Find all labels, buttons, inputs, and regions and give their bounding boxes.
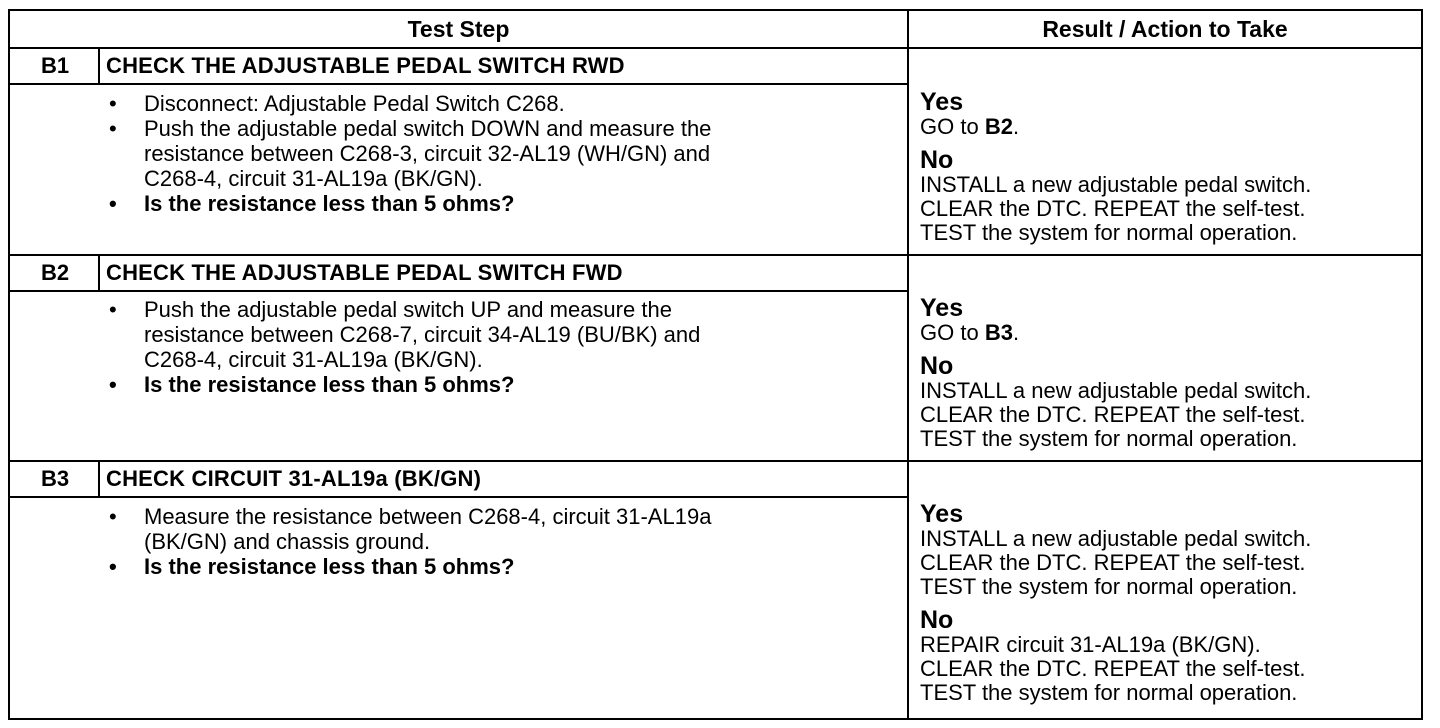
diagnostic-table-page	[8, 9, 1423, 720]
yes-action-text: GO to	[920, 320, 979, 345]
result-b3	[920, 501, 1420, 705]
yes-action-line: TEST the system for normal operation.	[920, 574, 1298, 599]
instruction-item: • Disconnect: Adjustable Pedal Switch C268.	[106, 91, 806, 116]
step-id-b3: B3	[40, 466, 70, 491]
step-title-divider	[10, 290, 907, 292]
instruction-question: • Is the resistance less than 5 ohms?	[106, 372, 806, 397]
result-b2	[920, 295, 1420, 451]
no-label: No	[920, 606, 954, 634]
step-id-b2: B2	[40, 260, 70, 285]
step-title-divider	[10, 496, 907, 498]
step-id-divider	[98, 462, 100, 496]
yes-action-suffix: .	[1012, 320, 1020, 345]
yes-label: Yes	[920, 500, 964, 528]
step-instructions-b2	[106, 297, 806, 397]
diagnostic-table	[8, 9, 1423, 720]
step-id-divider	[98, 49, 100, 83]
step-title-b3: CHECK CIRCUIT 31-AL19a (BK/GN)	[106, 466, 482, 491]
instruction-question: • Is the resistance less than 5 ohms?	[106, 191, 806, 216]
step-instructions-b1	[106, 91, 806, 216]
no-action-line: REPAIR circuit 31-AL19a (BK/GN).	[920, 632, 1261, 657]
no-action-line: CLEAR the DTC. REPEAT the self-test.	[920, 402, 1306, 427]
yes-target-step: B3	[984, 320, 1013, 345]
column-divider	[907, 11, 909, 718]
no-action-line: TEST the system for normal operation.	[920, 426, 1298, 451]
no-action-line: CLEAR the DTC. REPEAT the self-test.	[920, 196, 1306, 221]
yes-action-line: CLEAR the DTC. REPEAT the self-test.	[920, 550, 1306, 575]
yes-action-line: INSTALL a new adjustable pedal switch.	[920, 526, 1312, 551]
instruction-question: • Is the resistance less than 5 ohms?	[106, 554, 806, 579]
yes-label: Yes	[920, 88, 964, 116]
no-action-line: TEST the system for normal operation.	[920, 220, 1298, 245]
no-action-line: CLEAR the DTC. REPEAT the self-test.	[920, 656, 1306, 681]
instruction-item: • Measure the resistance between C268-4, circuit 31-AL19a (BK/GN) and chassis ground.	[106, 504, 806, 554]
instruction-item: • Push the adjustable pedal switch DOWN and measure the resistance between C268-3, circuit 32-AL19 (WH/GN) and C268-4, circuit 31-AL19a (BK/GN).	[106, 116, 806, 191]
yes-action	[920, 321, 1420, 345]
no-action-line: INSTALL a new adjustable pedal switch.	[920, 172, 1312, 197]
yes-action-text: GO to	[920, 114, 979, 139]
no-label: No	[920, 146, 954, 174]
no-label: No	[920, 352, 954, 380]
no-action-line: TEST the system for normal operation.	[920, 680, 1298, 705]
result-b1	[920, 89, 1420, 245]
header-test-step: Test Step	[407, 15, 510, 42]
instruction-item: • Push the adjustable pedal switch UP and measure the resistance between C268-7, circuit 34-AL19 (BU/BK) and C268-4, circuit 31-AL19a (BK/GN).	[106, 297, 806, 372]
step-title-b2: CHECK THE ADJUSTABLE PEDAL SWITCH FWD	[106, 260, 623, 285]
yes-action	[920, 115, 1420, 139]
step-title-divider	[10, 83, 907, 85]
yes-action-suffix: .	[1012, 114, 1020, 139]
step-id-b1: B1	[40, 53, 70, 78]
step-instructions-b3	[106, 504, 806, 579]
step-id-divider	[98, 256, 100, 290]
yes-target-step: B2	[984, 114, 1013, 139]
step-title-b1: CHECK THE ADJUSTABLE PEDAL SWITCH RWD	[106, 53, 625, 78]
no-action-line: INSTALL a new adjustable pedal switch.	[920, 378, 1312, 403]
header-result-action: Result / Action to Take	[1042, 15, 1288, 42]
yes-label: Yes	[920, 294, 964, 322]
